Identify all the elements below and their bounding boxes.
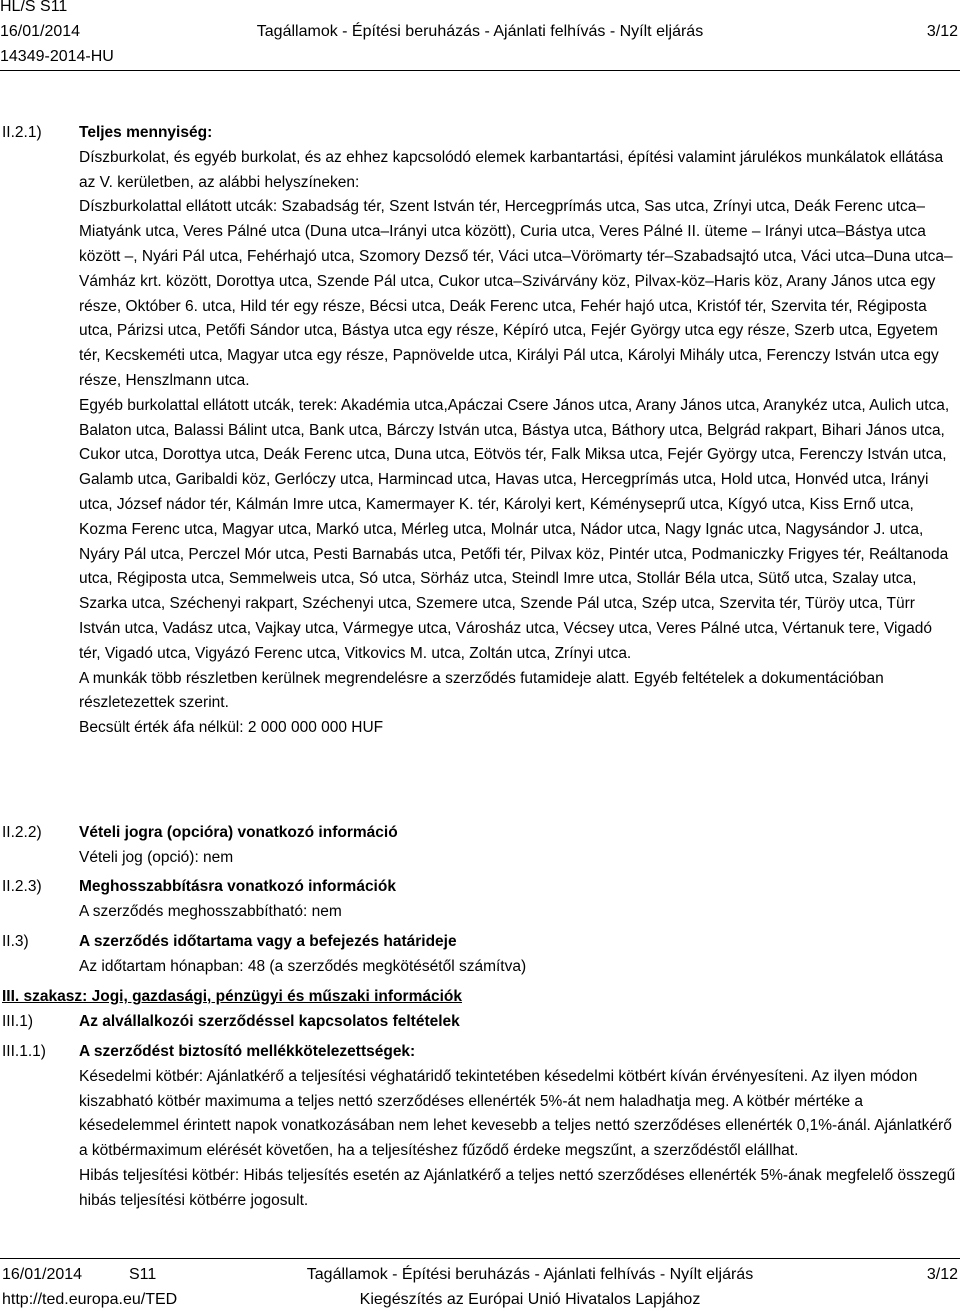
section-heading: A szerződés időtartama vagy a befejezés határideje	[79, 933, 457, 950]
section-heading: Teljes mennyiség:	[79, 124, 213, 141]
option-value: Vételi jog (opció): nem	[79, 848, 234, 866]
section-heading: Meghosszabbításra vonatkozó információk	[79, 878, 396, 895]
late-penalty-text: Késedelmi kötbér: Ajánlatkérő a teljesítési véghatáridő tekintetében késedelmi kötbért kíván érvényesíteni. Az ilyen módon kiszabható kötbér maximuma a teljes nettó szerződéses ellenérték 5%-át nem haladhatja meg. A kötbér mértéke a késedelemmel érintett napok vonatkozásában nem lehet kevesebb a teljes nettó szerződéses ellenérték 0,1%-ánál. Ajánlatkérő a kötbérmaximum elérését követően, ha a teljesítéshez fűződő érdeke megszűnt, a szerződéstől elállhat.	[79, 1067, 952, 1160]
footer-page-number: 3/12	[926, 1266, 958, 1283]
header-series: HL/S S11	[0, 0, 68, 15]
section-iii-title: III. szakasz: Jogi, gazdasági, pénzügyi és műszaki információk	[2, 988, 462, 1005]
header-date: 16/01/2014	[0, 23, 81, 40]
section-number: II.2.3)	[2, 878, 42, 895]
footer-date: 16/01/2014	[2, 1266, 83, 1283]
header-title: Tagállamok - Építési beruházás - Ajánlati felhívás - Nyílt eljárás	[256, 23, 704, 40]
header-notice-id: 14349-2014-HU	[0, 48, 114, 65]
footer-title: Tagállamok - Építési beruházás - Ajánlati felhívás - Nyílt eljárás	[306, 1266, 754, 1283]
header-rule	[0, 70, 960, 71]
section-heading: Vételi jogra (opcióra) vonatkozó információ	[79, 824, 398, 841]
extension-value: A szerződés meghosszabbítható: nem	[79, 902, 342, 920]
duration-value: Az időtartam hónapban: 48 (a szerződés megkötésétől számítva)	[79, 957, 527, 975]
section-number: III.1)	[2, 1013, 34, 1030]
header-page-number: 3/12	[926, 23, 958, 40]
footer-rule	[0, 1258, 960, 1259]
defect-penalty-text: Hibás teljesítési kötbér: Hibás teljesítés esetén az Ajánlatkérő a teljes nettó szerződéses ellenérték 5%-ának megfelelő összegű hibás teljesítési kötbérre jogosult.	[79, 1166, 956, 1209]
scope-intro: Díszburkolat, és egyéb burkolat, és az ehhez kapcsolódó elemek karbantartási, építési valamint járulékos munkálatok ellátása az V. kerületben, az alábbi helyszíneken:	[79, 148, 944, 191]
decorative-paving-streets: Díszburkolattal ellátott utcák: Szabadság tér, Szent István tér, Hercegprímás utca, Sas utca, Zrínyi utca, Deák Ferenc utca–Miatyánk utca, Veres Pálné utca (Duna utca–Irányi utca között), Curia utca, Veres Pálné II. üteme – Irányi utca–Bástya utca között –, Nyári Pál utca, Fehérhajó utca, Szomory Dezső tér, Váci utca–Vörömarty tér–Szabadsajtó utca, Váci utca–Duna utca–Vámház krt. között, Dorottya utca, Szende Pál utca, Cukor utca–Szivárvány köz, Pilvax-köz–Haris köz, Arany János utca egy része, Október 6. utca, Hild tér egy része, Bécsi utca, Deák Ferenc utca, Fehér hajó utca, Kristóf tér, Szervita tér, Régiposta utca, Párizsi utca, Petőfi Sándor utca, Bástya utca egy része, Képíró utca, Fejér György utca egy része, Szerb utca, Egyetem tér, Kecskeméti utca, Magyar utca egy része, Papnövelde utca, Királyi Pál utca, Károlyi Mihály utca, Ferenczy István utca egy része, Henszlmann utca.	[79, 198, 953, 389]
section-number: II.3)	[2, 933, 29, 950]
footer-url: http://ted.europa.eu/TED	[2, 1291, 178, 1308]
other-paving-streets: Egyéb burkolattal ellátott utcák, terek: Akadémia utca,Apáczai Csere János utca, Arany János utca, Aranykéz utca, Aulich utca, Balaton utca, Balassi Bálint utca, Bank utca, Bárczy István utca, Bástya utca, Báthory utca, Belgrád rakpart, Bihari János utca, Cukor utca, Dorottya utca, Deák Ferenc utca, Duna utca, Eötvös tér, Falk Miksa utca, Fejér György utca, Ferenczy István utca, Galamb utca, Garibaldi köz, Gerlóczy utca, Harmincad utca, Havas utca, Hercegprímás utca, Hold utca, Honvéd utca, Irányi utca, József nádor tér, Kálmán Imre utca, Kamermayer K. tér, Károlyi kert, Kéményseprű utca, Kígyó utca, Kiss Ernő utca, Kozma Ferenc utca, Magyar utca, Markó utca, Mérleg utca, Molnár utca, Nádor utca, Nagy Ignác utca, Nagysándor J. utca, Nyáry Pál utca, Perczel Mór utca, Pesti Barnabás utca, Petőfi tér, Pilvax köz, Pintér utca, Podmaniczky Frigyes tér, Reáltanoda utca, Régiposta utca, Semmelweis utca, Só utca, Sörház utca, Steindl Imre utca, Stollár Béla utca, Sütő utca, Szalay utca, Szarka utca, Széchenyi rakpart, Széchenyi utca, Szemere utca, Szende Pál utca, Szép utca, Szervita tér, Türöy utca, Türr István utca, Vadász utca, Vajkay utca, Vármegye utca, Városház utca, Vécsey utca, Veres Pálné utca, Vértanuk tere, Vigadó tér, Vigadó utca, Vigyázó Ferenc utca, Vitkovics M. utca, Zoltán utca, Zrínyi utca.	[79, 396, 950, 662]
ordering-note: A munkák több részletben kerülnek megrendelésre a szerződés futamideje alatt. Egyéb feltételek a dokumentációban részletezettek szerint.	[79, 669, 884, 712]
footer-series: S11	[129, 1266, 157, 1283]
section-heading: A szerződést biztosító mellékkötelezettségek:	[79, 1043, 416, 1060]
section-number: II.2.1)	[2, 124, 42, 141]
section-number: II.2.2)	[2, 824, 42, 841]
section-number: III.1.1)	[2, 1043, 46, 1060]
footer-subtitle: Kiegészítés az Európai Unió Hivatalos Lapjához	[359, 1291, 701, 1308]
section-heading: Az alvállalkozói szerződéssel kapcsolatos feltételek	[79, 1013, 460, 1030]
estimated-value: Becsült érték áfa nélkül: 2 000 000 000 HUF	[79, 719, 384, 737]
